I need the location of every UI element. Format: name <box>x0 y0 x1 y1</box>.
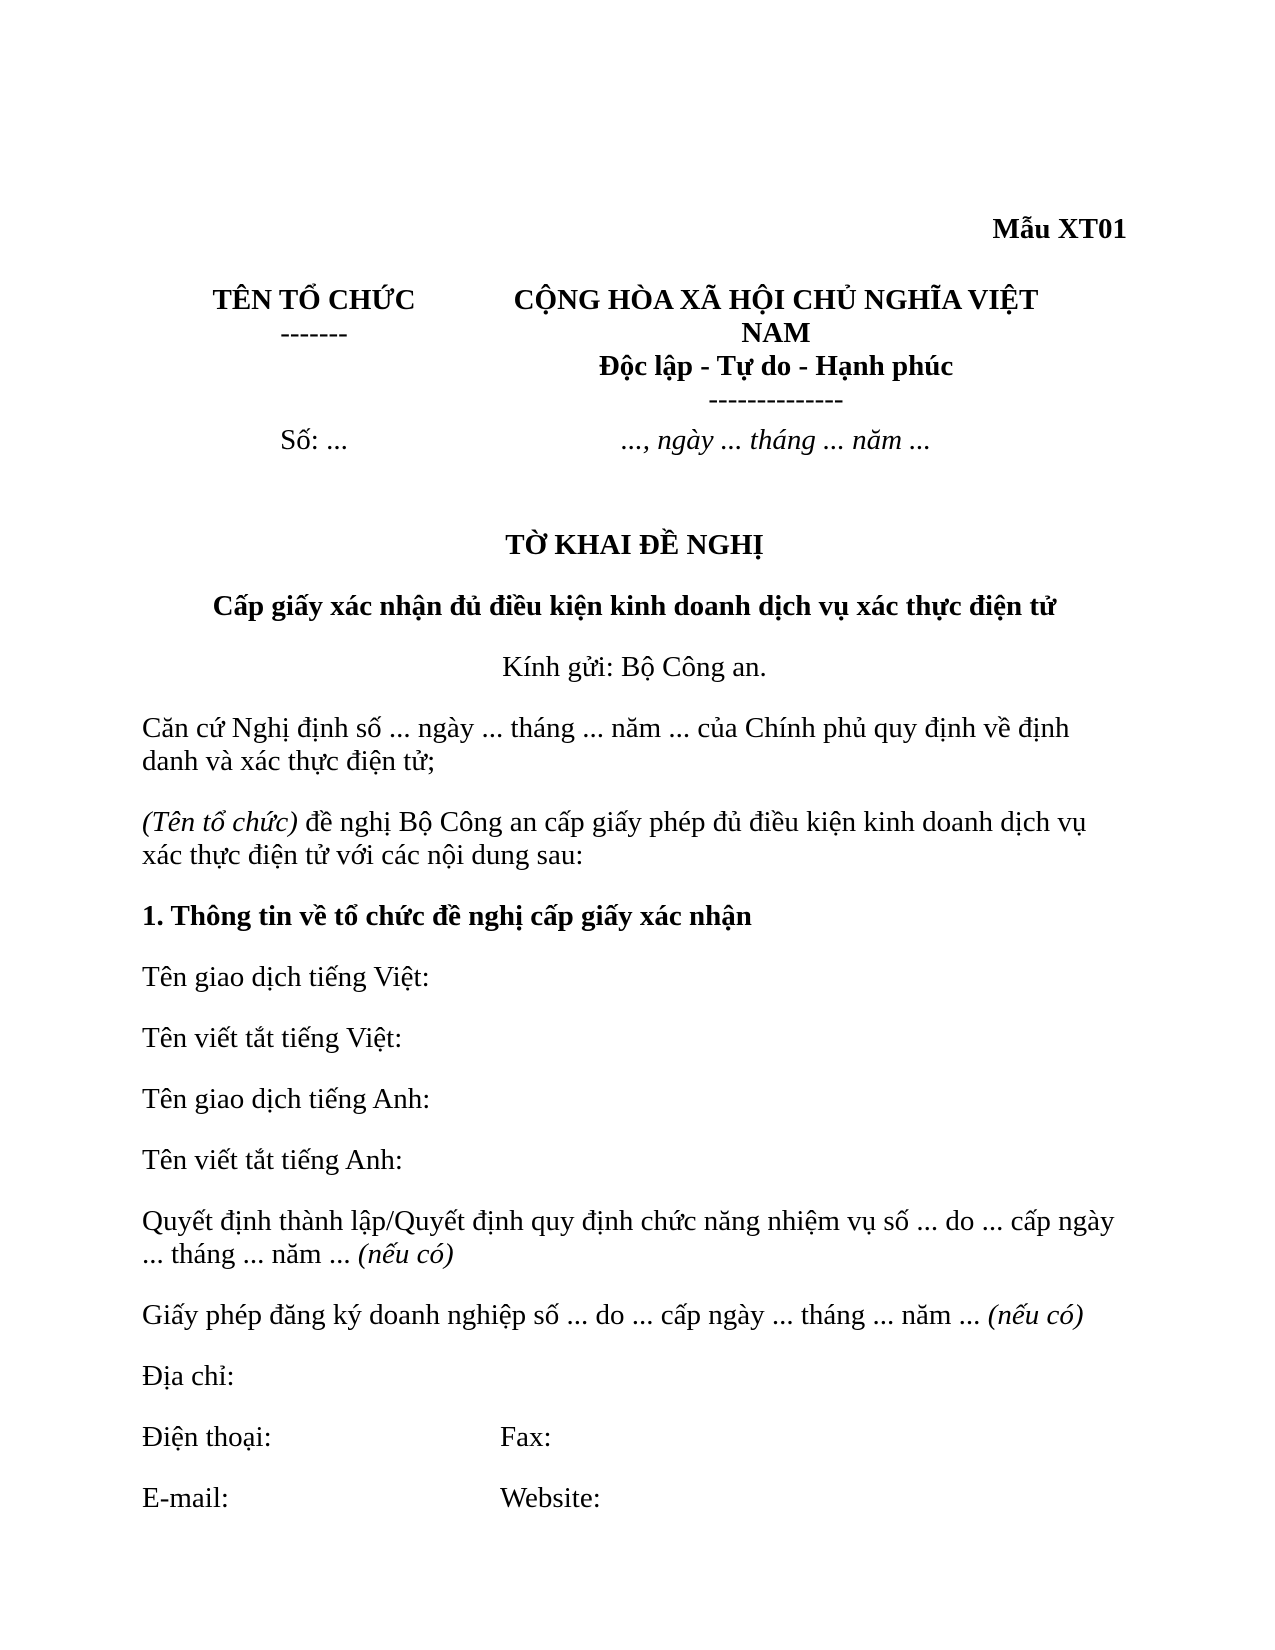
form-code: Mẫu XT01 <box>992 213 1127 245</box>
address-label: Địa chỉ: <box>142 1360 235 1392</box>
national-title-line1: CỘNG HÒA XÃ HỘI CHỦ NGHĨA VIỆT <box>513 284 1039 316</box>
org-name-placeholder: (Tên tổ chức) <box>142 806 298 838</box>
document-header <box>142 284 1127 416</box>
org-divider: ------- <box>280 317 348 349</box>
decision-paragraph <box>142 1205 1127 1271</box>
header-number-date-row <box>142 424 1127 457</box>
salutation: Kính gửi: Bộ Công an. <box>502 651 767 683</box>
field-eng-abbr-name: Tên viết tắt tiếng Anh: <box>142 1144 403 1176</box>
national-title-line2: NAM <box>741 317 811 349</box>
decision-text: Quyết định thành lập/Quyết định quy định chức năng nhiệm vụ số ... do ... cấp ngày ... tháng ... năm ... <box>142 1205 1115 1270</box>
doc-number: Số: ... <box>280 424 348 456</box>
form-title: TỜ KHAI ĐỀ NGHỊ <box>505 529 764 561</box>
email-website-row <box>142 1482 1127 1515</box>
website-label: Website: <box>500 1482 601 1514</box>
fax-label: Fax: <box>500 1421 552 1453</box>
phone-label: Điện thoại: <box>142 1421 272 1453</box>
field-eng-trade-name: Tên giao dịch tiếng Anh: <box>142 1083 431 1115</box>
license-optional-note: (nếu có) <box>987 1299 1084 1331</box>
national-motto: Độc lập - Tự do - Hạnh phúc <box>598 350 954 382</box>
header-right-column <box>486 284 1066 416</box>
legal-basis-paragraph: Căn cứ Nghị định số ... ngày ... tháng ... năm ... của Chính phủ quy định về định danh và xác thực điện tử; <box>142 712 1070 777</box>
request-paragraph <box>142 806 1127 872</box>
date-line: ..., ngày ... tháng ... năm ... <box>620 424 932 456</box>
license-paragraph <box>142 1299 1127 1332</box>
decision-optional-note: (nếu có) <box>357 1238 454 1270</box>
license-text: Giấy phép đăng ký doanh nghiệp số ... do ... cấp ngày ... tháng ... năm ... <box>142 1299 988 1331</box>
phone-fax-row <box>142 1421 1127 1454</box>
field-viet-abbr-name: Tên viết tắt tiếng Việt: <box>142 1022 403 1054</box>
org-name: TÊN TỔ CHỨC <box>212 284 416 316</box>
header-left-column <box>142 284 486 350</box>
email-label: E-mail: <box>142 1482 229 1514</box>
form-subtitle: Cấp giấy xác nhận đủ điều kiện kinh doanh dịch vụ xác thực điện tử <box>212 590 1057 622</box>
section-1-heading: 1. Thông tin về tổ chức đề nghị cấp giấy xác nhận <box>142 900 752 932</box>
field-viet-trade-name: Tên giao dịch tiếng Việt: <box>142 961 430 993</box>
request-paragraph-text: đề nghị Bộ Công an cấp giấy phép đủ điều kiện kinh doanh dịch vụ xác thực điện tử với các nội dung sau: <box>142 806 1087 871</box>
motto-divider: -------------- <box>708 383 844 415</box>
